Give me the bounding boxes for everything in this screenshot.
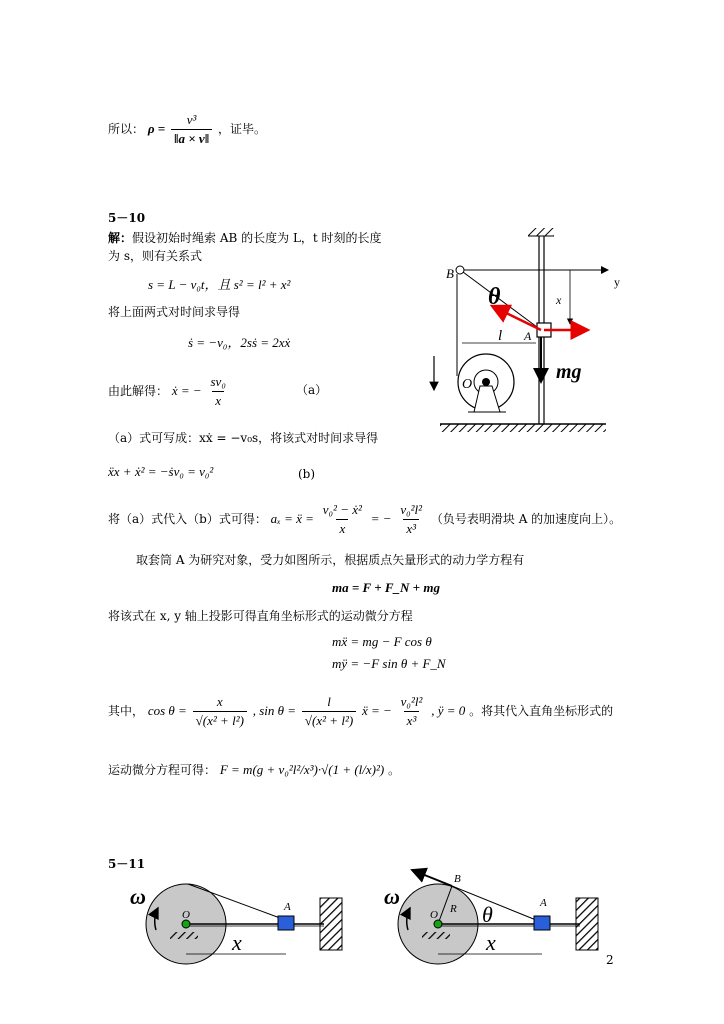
eq5-mid: = −	[370, 511, 392, 526]
where-row	[108, 694, 613, 729]
eq3-fraction	[208, 374, 229, 409]
equation-7: mẍ = mg − F cos θ	[332, 634, 432, 649]
sin-numerator: l	[327, 694, 331, 709]
eq4-tag: (b)	[298, 467, 316, 481]
solve-prefix: 由此解得：	[108, 384, 169, 398]
ydd-value: , ÿ = 0	[431, 703, 466, 718]
label-b-right: B	[454, 873, 461, 885]
figure-511-right	[382, 866, 604, 974]
final-row	[108, 762, 400, 778]
sin-denominator: √(x² + l²)	[302, 711, 356, 729]
differentiate-line: 将上面两式对时间求导得	[108, 305, 241, 319]
intro-denominator: ‖a × v‖	[171, 129, 212, 147]
label-theta: θ	[488, 284, 501, 310]
label-mg: mg	[556, 361, 582, 383]
intro-fraction	[171, 112, 212, 147]
label-o: O	[462, 377, 473, 392]
label-a-left: A	[284, 901, 291, 913]
label-o-right: O	[430, 909, 438, 921]
omega-left: ω	[130, 884, 146, 909]
figure-510	[410, 226, 630, 440]
eq5-denominator-1: x	[336, 519, 348, 537]
final-tail: 。	[388, 763, 401, 777]
omega-right: ω	[384, 884, 400, 909]
eq3-denominator: x	[212, 391, 224, 409]
label-x-right: x	[486, 930, 496, 955]
object-line: 取套筒 A 为研究对象，受力如图所示，根据质点矢量形式的动力学方程有	[136, 553, 525, 567]
winch-axle	[482, 378, 490, 386]
label-b: B	[446, 266, 454, 281]
section-510-para1-line2: 为 s，则有关系式	[108, 249, 202, 263]
intro-prefix: 所以：	[108, 122, 145, 136]
equation-5-row	[108, 502, 621, 537]
where-tail: 。将其代入直角坐标形式的	[469, 704, 614, 718]
section-510-heading: 5－10	[108, 211, 146, 225]
eq5-note: （负号表明滑块 A 的加速度向上）。	[430, 512, 622, 526]
figure-511-left	[128, 878, 350, 974]
label-r-right: R	[450, 903, 457, 915]
label-theta-right: θ	[482, 902, 493, 927]
section-511-heading: 5－11	[108, 857, 146, 871]
wall-right	[576, 898, 598, 950]
equation-1: s = L − v₀t，且 s² = l² + x²	[148, 277, 291, 292]
final-prefix: 运动微分方程可得：	[108, 763, 217, 777]
eq3-tag: （a）	[296, 383, 328, 397]
pivot-right	[434, 920, 442, 928]
ceiling-hatch	[528, 228, 554, 236]
rope-ba	[463, 272, 541, 330]
final-equation: F = m(g + v₀²l²/x³)·√(1 + (l/x)²)	[219, 762, 385, 777]
label-y: y	[614, 275, 620, 289]
equation-8: mÿ = −F sin θ + F_N	[332, 656, 446, 671]
equation-3-row	[108, 374, 231, 409]
ground-hatch	[440, 424, 606, 432]
eq5-numerator-2: v₀²l²	[400, 502, 423, 517]
acc-numerator: v₀²l²	[400, 694, 423, 709]
intro-line	[108, 112, 266, 147]
sin-lhs: , sin θ =	[252, 703, 297, 718]
eq5-fraction-1	[320, 502, 365, 537]
cos-numerator: x	[216, 694, 223, 709]
label-a: A	[524, 329, 532, 343]
cos-denominator: √(x² + l²)	[193, 711, 247, 729]
projection-line: 将该式在 x, y 轴上投影可得直角坐标形式的运动微分方程	[108, 609, 413, 623]
eq5-numerator-1: v₀² − ẋ²	[322, 502, 362, 517]
label-a-right: A	[540, 897, 547, 909]
intro-suffix: ，证毕。	[218, 122, 267, 136]
cos-fraction	[193, 694, 247, 729]
page-number: 2	[606, 953, 614, 967]
intro-rho: ρ =	[147, 121, 166, 136]
slider-left	[278, 916, 294, 930]
eq3-lhs: ẋ = −	[171, 383, 202, 398]
tension-arrow-right	[412, 870, 452, 886]
slider-right	[534, 916, 550, 930]
eq5-lhs: aₓ = ẍ =	[270, 511, 314, 526]
equation-6: ma = F + F_N + mg	[332, 580, 440, 595]
substitute-prefix: 将（a）式代入（b）式可得：	[108, 512, 267, 526]
section-510-para1-line1	[108, 230, 382, 246]
intro-numerator: v³	[186, 112, 197, 127]
equation-4: ẍx + ẋ² = −ṡv₀ = v₀²	[108, 464, 214, 479]
eq5-fraction-2	[397, 502, 425, 537]
rewrite-line: （a）式可写成：xẋ = −v₀s，将该式对时间求导得	[108, 431, 379, 445]
sin-fraction	[302, 694, 356, 729]
label-x: x	[556, 293, 562, 307]
wall-left	[320, 898, 342, 950]
label-l: l	[498, 328, 503, 344]
solution-label: 解：	[108, 231, 133, 245]
pulley-b	[456, 266, 464, 274]
acc-lhs: ẍ = −	[362, 703, 392, 718]
pivot-left	[182, 920, 190, 928]
eq5-denominator-2: x³	[403, 519, 419, 537]
acc-denominator: x³	[404, 711, 420, 729]
label-x-left: x	[232, 930, 242, 955]
cos-lhs: cos θ =	[147, 703, 187, 718]
acc-fraction	[398, 694, 426, 729]
pivot-base-right	[422, 932, 450, 939]
para1-line1-text: 假设初始时绳索 AB 的长度为 L，t 时刻的长度	[132, 231, 382, 245]
where-prefix: 其中，	[108, 704, 145, 718]
label-o-left: O	[182, 909, 190, 921]
eq3-numerator: sv₀	[210, 374, 226, 389]
pivot-base-left	[170, 932, 198, 939]
equation-2: ṡ = −v₀，2sṡ = 2xẋ	[188, 335, 291, 350]
